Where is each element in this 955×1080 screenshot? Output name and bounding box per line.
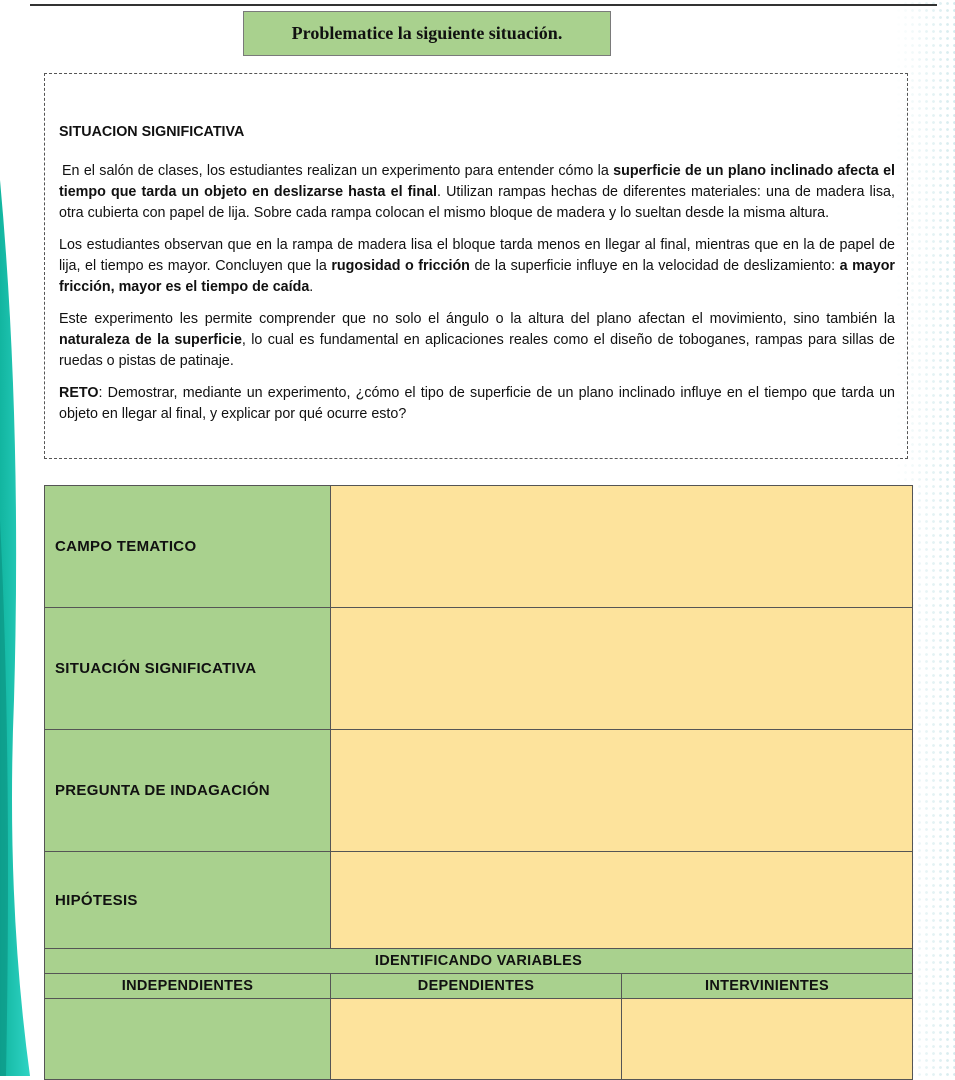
answer-campo-tematico[interactable]	[331, 486, 913, 608]
table-row	[45, 999, 913, 1080]
answer-hipotesis[interactable]	[331, 852, 913, 949]
column-header-intervinientes: INTERVINIENTES	[622, 974, 913, 999]
paragraph-reto: RETO: Demostrar, mediante un experimento, ¿cómo el tipo de superficie de un plano inclinado influye en el tiempo que tarda un objeto en llegar al final, y explicar por qué ocurre esto?	[59, 385, 895, 422]
table-row	[45, 608, 913, 730]
situation-heading: SITUACION SIGNIFICATIVA	[59, 124, 245, 140]
worksheet-table	[44, 485, 913, 1080]
row-label-situacion-significativa: SITUACIÓN SIGNIFICATIVA	[45, 608, 331, 730]
row-label-campo-tematico: CAMPO TEMATICO	[45, 486, 331, 608]
table-row	[45, 949, 913, 974]
answer-independientes[interactable]	[45, 999, 331, 1080]
left-decorative-stripe	[0, 0, 40, 1076]
table-row	[45, 974, 913, 999]
paragraph-1: En el salón de clases, los estudiantes realizan un experimento para entender cómo la superficie de un plano inclinado afecta el tiempo que tarda un objeto en deslizarse hasta el final. Utilizan rampas hechas de diferentes materiales: una de madera lisa, otra cubierta con papel de lija. Sobre cada rampa colocan el mismo bloque de madera y lo sueltan desde la misma altura.	[59, 163, 895, 221]
paragraph-2: Los estudiantes observan que en la rampa de madera lisa el bloque tarda menos en llegar al final, mientras que en la de papel de lija, el tiempo es mayor. Concluyen que la rugosidad o fricción de la superficie influye en la velocidad de deslizamiento: a mayor fricción, mayor es el tiempo de caída.	[59, 237, 895, 295]
table-row	[45, 730, 913, 852]
variables-header: IDENTIFICANDO VARIABLES	[45, 949, 913, 974]
row-label-pregunta-indagacion: PREGUNTA DE INDAGACIÓN	[45, 730, 331, 852]
top-rule	[30, 4, 937, 6]
table-row	[45, 486, 913, 608]
answer-dependientes[interactable]	[331, 999, 622, 1080]
column-header-independientes: INDEPENDIENTES	[45, 974, 331, 999]
answer-pregunta-indagacion[interactable]	[331, 730, 913, 852]
situation-box	[44, 73, 908, 459]
paragraph-3: Este experimento les permite comprender que no solo el ángulo o la altura del plano afectan el movimiento, sino también la naturaleza de la superficie, lo cual es fundamental en aplicaciones reales como el diseño de toboganes, rampas para sillas de ruedas o pistas de patinaje.	[59, 311, 895, 369]
table-row	[45, 852, 913, 949]
answer-intervinientes[interactable]	[622, 999, 913, 1080]
answer-situacion-significativa[interactable]	[331, 608, 913, 730]
column-header-dependientes: DEPENDIENTES	[331, 974, 622, 999]
instruction-title: Problematice la siguiente situación.	[243, 11, 611, 56]
row-label-hipotesis: HIPÓTESIS	[45, 852, 331, 949]
